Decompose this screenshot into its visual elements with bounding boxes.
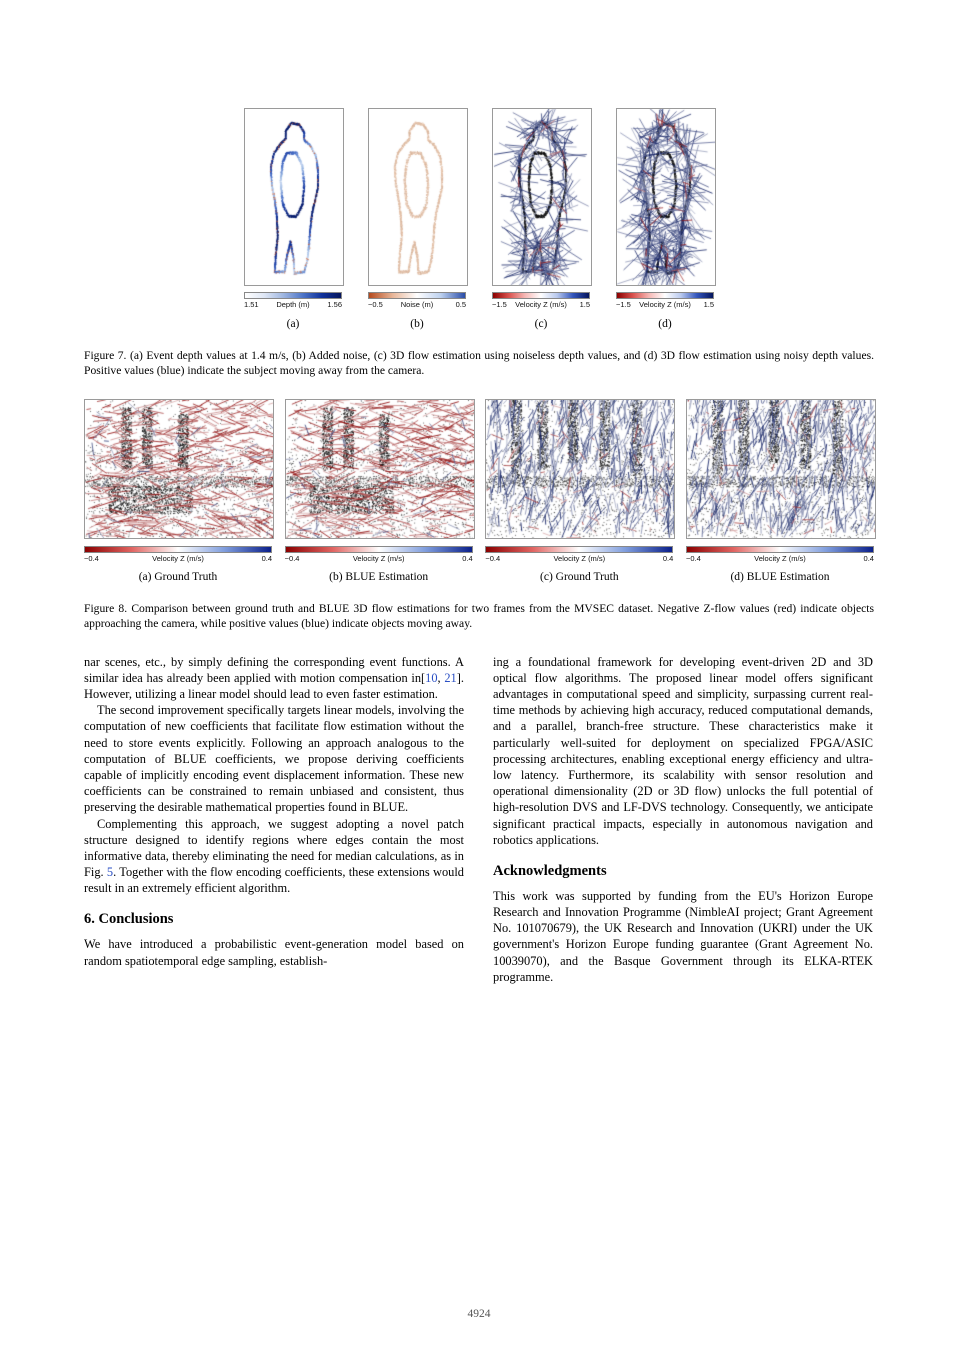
figure-7-sublabel-a: (a) bbox=[286, 318, 300, 330]
colorbar-label-f8-a: Velocity Z (m/s) bbox=[152, 553, 204, 563]
figure-7-panel-c bbox=[492, 108, 590, 330]
colorbar-tick-min-d: −1.5 bbox=[616, 300, 631, 309]
colorbar-tick-max-d: 1.5 bbox=[703, 300, 714, 309]
colorbar-label-f8-c: Velocity Z (m/s) bbox=[553, 553, 606, 563]
colorbar-d bbox=[616, 292, 714, 309]
figure-8-sublabel-a: (a) Ground Truth bbox=[138, 570, 218, 583]
added-noise-plot bbox=[369, 109, 467, 285]
colorbar-gradient-velocity-c bbox=[492, 292, 590, 299]
figure-7-sublabel-b: (b) bbox=[410, 318, 424, 330]
section-heading-conclusions: 6. Conclusions bbox=[84, 911, 174, 928]
figure-8-image-c bbox=[485, 399, 675, 539]
colorbar-label-a: Depth (m) bbox=[276, 300, 310, 309]
section-heading-acknowledgments: Acknowledgments bbox=[493, 862, 607, 879]
figure-7-panel-b bbox=[368, 108, 466, 330]
figure-8-panel-c bbox=[485, 399, 673, 583]
colorbar-f8-b bbox=[285, 546, 473, 563]
figure-7-caption-text: (a) Event depth values at 1.4 m/s, (b) Added noise, (c) 3D flow estimation using noiseless depth values, and (d) 3D flow estimation using noisy depth values. Positive values (blue) indicate the subject moving away from the camera. bbox=[84, 349, 874, 378]
paragraph-5: ing a foundational framework for developing event-driven 2D and 3D optical flow algorithms. The proposed linear model offers significant advantages in computational speed and simplicity, surpassing current real-time methods by achieving high accuracy, reduced computational demands, and a parallel, branch-free structure. These characteristics make it particularly well-suited for deployment on specialized FPGA/ASIC processing architectures, enabling exceptional energy efficiency and ultra-low latency. Furthermore, its scalability with sensor resolution and operational dimensionality (2D or 3D flow) unlocks the full potential of high-resolution DVS and LF-DVS technology. Consequently, we anticipate significant practical impacts, especially in autonomous navigation and robotics applications. bbox=[493, 654, 873, 847]
colorbar-tick-min-f8-d: −0.4 bbox=[685, 553, 701, 563]
colorbar-b bbox=[368, 292, 466, 309]
colorbar-gradient-depth bbox=[244, 292, 342, 299]
colorbar-tick-max-b: 0.5 bbox=[455, 300, 466, 309]
figure-7-panel-a bbox=[244, 108, 342, 330]
paragraph-continuation bbox=[84, 654, 464, 703]
figure-8-panel-a bbox=[84, 399, 272, 583]
colorbar-tick-max-f8-b: 0.4 bbox=[462, 553, 473, 563]
colorbar-gradient-f8-c bbox=[485, 546, 673, 553]
figure-7 bbox=[84, 108, 874, 330]
colorbar-tick-min-f8-a: −0.4 bbox=[84, 553, 99, 563]
flow-noiseless-plot bbox=[493, 109, 591, 285]
figure-7-caption bbox=[84, 348, 874, 379]
colorbar-tick-min-f8-b: −0.4 bbox=[284, 553, 300, 563]
colorbar-c bbox=[492, 292, 590, 309]
colorbar-f8-d bbox=[686, 546, 874, 563]
figure-7-sublabel-d: (d) bbox=[658, 318, 672, 330]
colorbar-tick-min-a: 1.51 bbox=[244, 300, 259, 309]
colorbar-tick-max-f8-c: 0.4 bbox=[662, 553, 674, 563]
citation-10[interactable]: 10 bbox=[425, 670, 438, 685]
paragraph-1-part-2: ]. However, utilizing a linear model should lead to even faster estimation. bbox=[84, 670, 464, 701]
paragraph-2: The second improvement specifically targets linear models, involving the computation of new coefficients that facilitate flow estimation without the need to store events explicitly. Following an approach analogous to the computation of BLUE coefficients, we propose deriving coefficients capable of implicitly encoding event displacement information. These new coefficients can be constrained to remain unbiased and consistent, thus preserving the desirable mathematical properties found in BLUE. bbox=[84, 703, 464, 815]
figure-8-sublabel-d: (d) BLUE Estimation bbox=[730, 570, 830, 583]
colorbar-tick-min-f8-c: −0.4 bbox=[485, 553, 501, 563]
figure-8-image-a bbox=[84, 399, 274, 539]
mvsec-groundtruth-frame1-plot bbox=[85, 400, 273, 538]
event-depth-plot bbox=[245, 109, 343, 285]
paragraph-1-part-1: nar scenes, etc., by simply defining the corresponding event functions. A similar idea has already been applied with motion compensation in[ bbox=[84, 654, 464, 685]
figure-8 bbox=[84, 399, 874, 583]
page-number: 4924 bbox=[467, 1308, 491, 1320]
figure-7-sublabel-c: (c) bbox=[534, 318, 548, 330]
colorbar-gradient-noise bbox=[368, 292, 466, 299]
figure-8-image-d bbox=[686, 399, 876, 539]
paragraph-3 bbox=[84, 816, 464, 897]
figure-8-panel-b bbox=[285, 399, 473, 583]
colorbar-label-b: Noise (m) bbox=[400, 300, 434, 309]
colorbar-label-f8-b: Velocity Z (m/s) bbox=[352, 553, 405, 563]
colorbar-tick-min-b: −0.5 bbox=[368, 300, 383, 309]
colorbar-label-f8-d: Velocity Z (m/s) bbox=[754, 553, 806, 563]
figure-7-image-c bbox=[492, 108, 592, 286]
body-columns bbox=[84, 654, 874, 985]
right-column bbox=[493, 654, 873, 985]
paragraph-3-part-2: . Together with the flow encoding coefficients, these extensions would result in an extremely efficient algorithm. bbox=[84, 865, 464, 896]
left-column bbox=[84, 654, 464, 985]
colorbar-tick-max-c: 1.5 bbox=[579, 300, 590, 309]
figure-8-sublabel-c: (c) Ground Truth bbox=[540, 570, 619, 583]
colorbar-gradient-f8-d bbox=[686, 546, 874, 553]
figure-7-image-b bbox=[368, 108, 468, 286]
colorbar-label-c: Velocity Z (m/s) bbox=[515, 300, 567, 309]
flow-noisy-plot bbox=[617, 109, 715, 285]
colorbar-tick-max-f8-d: 0.4 bbox=[863, 553, 874, 563]
colorbar-gradient-f8-b bbox=[285, 546, 473, 553]
citation-separator: , bbox=[437, 670, 445, 685]
citation-fig-5[interactable]: 5 bbox=[106, 865, 114, 880]
figure-7-image-d bbox=[616, 108, 716, 286]
figure-7-panel-d bbox=[616, 108, 714, 330]
colorbar-gradient-f8-a bbox=[84, 546, 272, 553]
figure-8-caption-text: Comparison between ground truth and BLUE 3D flow estimations for two frames from the MVSEC dataset. Negative Z-flow values (red) indicate objects approaching the camera, while positive values (blue) indicate objects moving away. bbox=[84, 601, 874, 631]
paragraph-6: This work was supported by funding from the EU's Horizon Europe Research and Innovation Programme (NimbleAI project; Grant Agreement No. 101070679), the UK Research and Innovation (UKRI) under the UK government's Horizon Europe funding guarantee (Grant Agreement No. 10039070), and the Basque Government through its ELKA-RTEK programme. bbox=[493, 888, 873, 984]
mvsec-groundtruth-frame2-plot bbox=[486, 400, 674, 538]
colorbar-tick-max-a: 1.56 bbox=[327, 300, 342, 309]
mvsec-blue-frame1-plot bbox=[286, 400, 474, 538]
colorbar-tick-min-c: −1.5 bbox=[492, 300, 507, 309]
citation-21[interactable]: 21 bbox=[444, 670, 457, 685]
colorbar-tick-max-f8-a: 0.4 bbox=[261, 553, 272, 563]
colorbar-f8-c bbox=[485, 546, 673, 563]
paper-page bbox=[0, 108, 958, 1352]
figure-8-image-b bbox=[285, 399, 475, 539]
colorbar-f8-a bbox=[84, 546, 272, 563]
figure-7-image-a bbox=[244, 108, 344, 286]
figure-8-caption-number: Figure 8. bbox=[84, 601, 128, 615]
colorbar-a bbox=[244, 292, 342, 309]
figure-8-sublabel-b: (b) BLUE Estimation bbox=[329, 570, 429, 583]
figure-8-caption bbox=[84, 601, 874, 632]
paragraph-4: We have introduced a probabilistic event-generation model based on random spatiotemporal edge sampling, establish- bbox=[84, 937, 464, 968]
mvsec-blue-frame2-plot bbox=[687, 400, 875, 538]
colorbar-gradient-velocity-d bbox=[616, 292, 714, 299]
paragraph-3-part-1: Complementing this approach, we suggest adopting a novel patch structure designed to identify regions where edges contain the most informative data, thereby eliminating the need for median calculations, as in Fig. bbox=[84, 816, 464, 880]
colorbar-label-d: Velocity Z (m/s) bbox=[639, 300, 691, 309]
figure-8-panel-d bbox=[686, 399, 874, 583]
figure-7-caption-number: Figure 7. bbox=[84, 349, 127, 362]
